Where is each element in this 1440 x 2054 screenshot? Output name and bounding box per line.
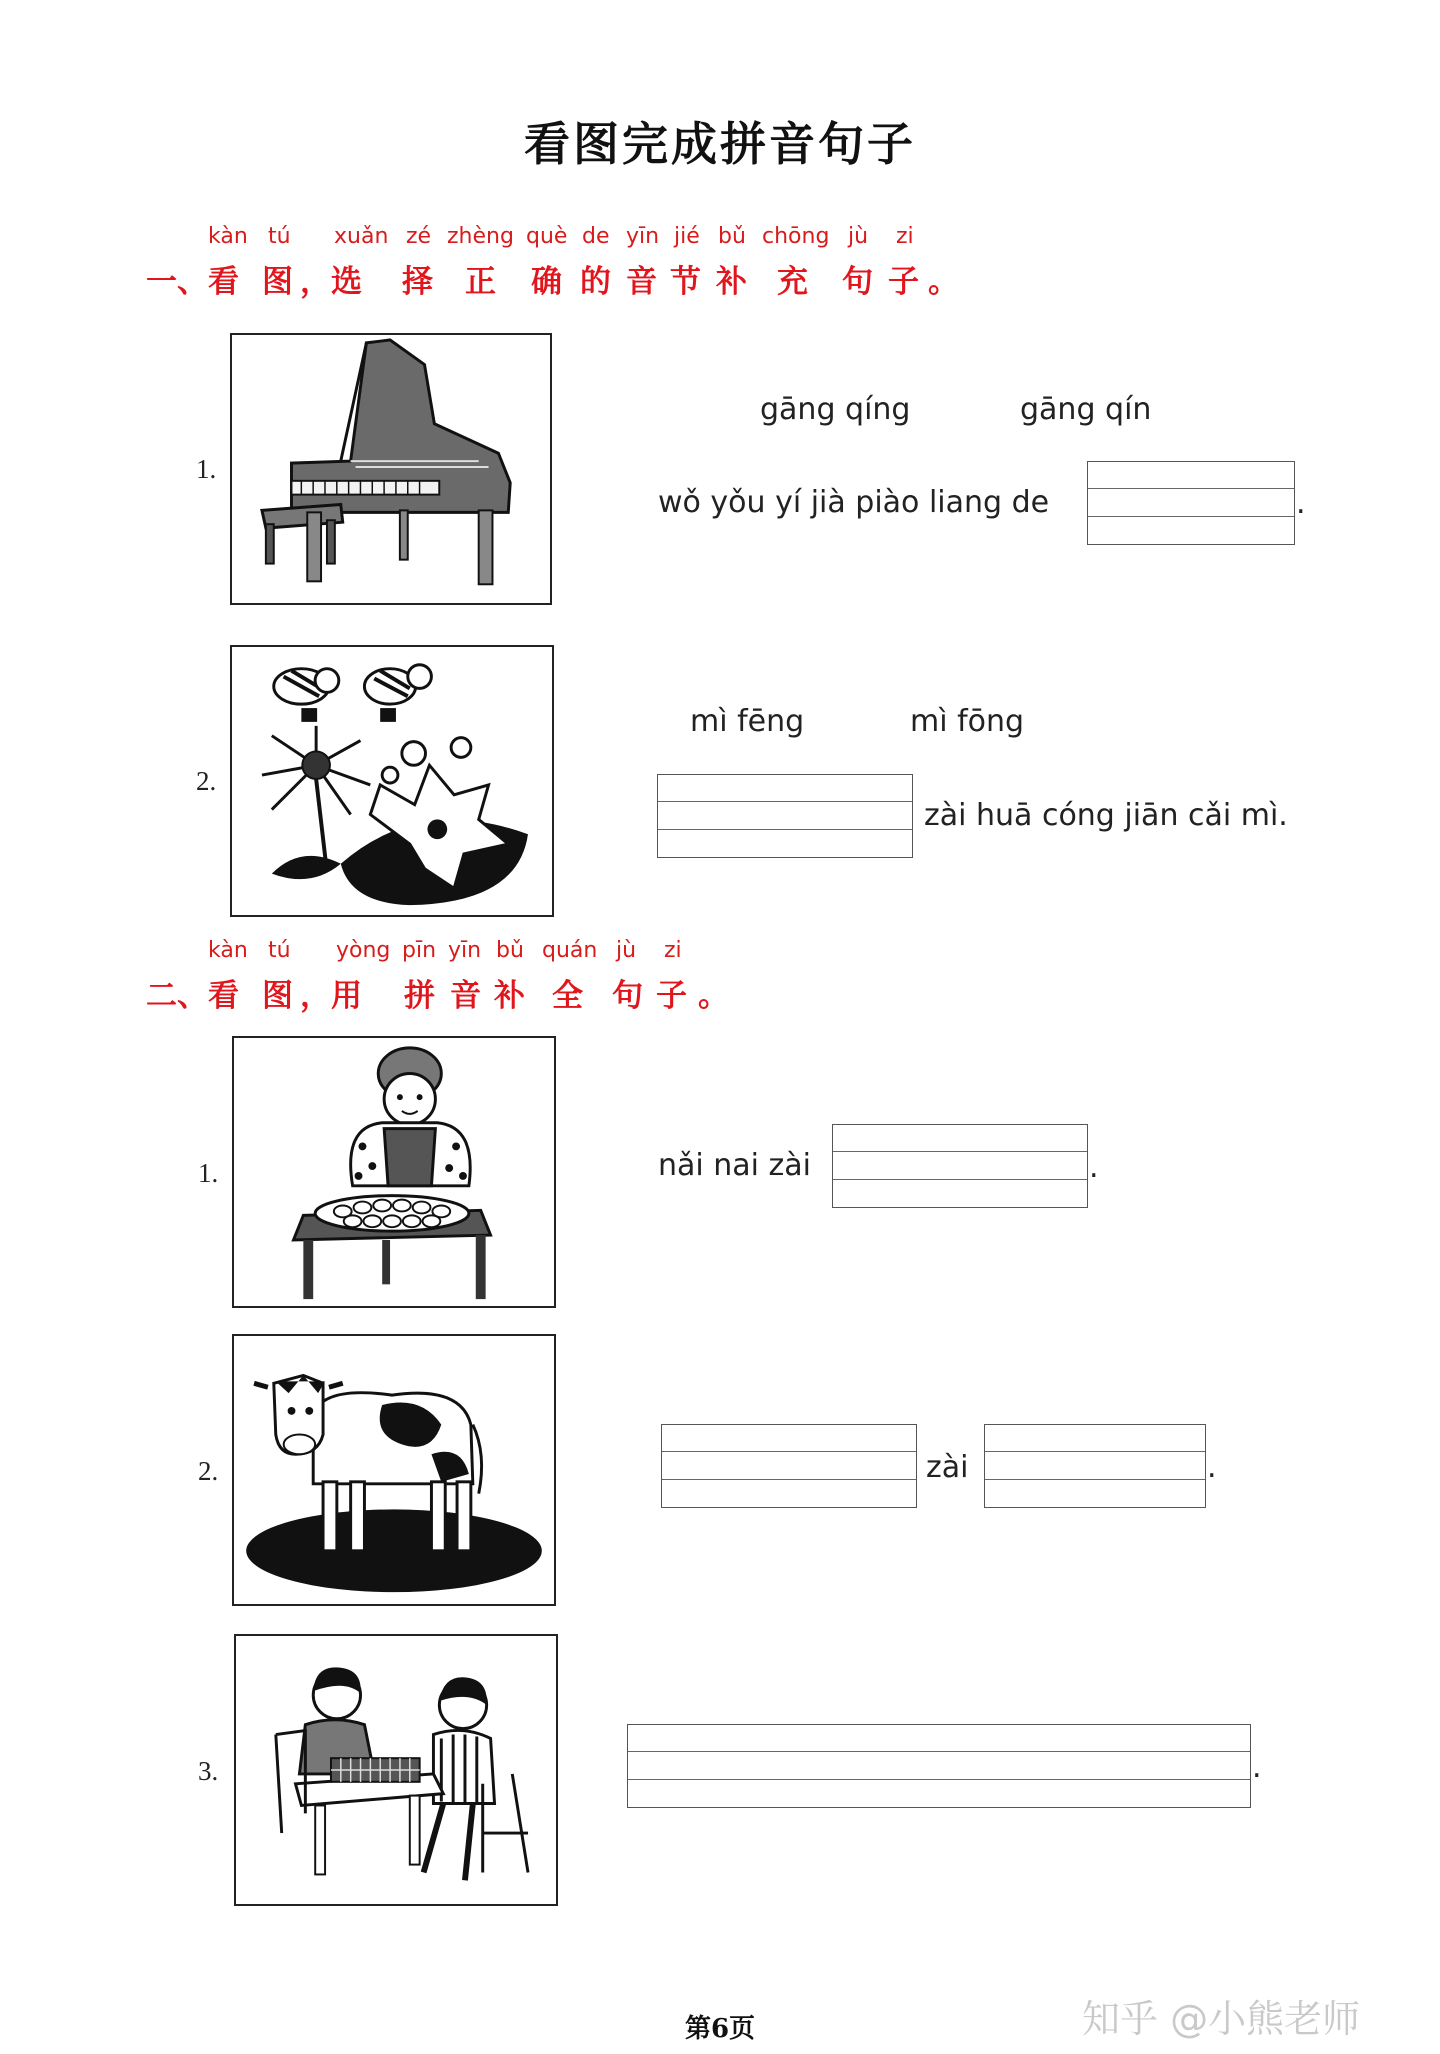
boys-chess-picture	[234, 1634, 558, 1906]
pinyin-syllable: tú	[268, 938, 291, 963]
heading-char: 子	[656, 978, 687, 1014]
pinyin-syllable: yīn	[626, 224, 660, 249]
pinyin-syllable: yòng	[336, 938, 391, 963]
pinyin-syllable: xuǎn	[334, 224, 389, 249]
item-number: 2.	[196, 766, 217, 796]
section2-heading	[0, 970, 1440, 1014]
heading-char: 补	[494, 978, 525, 1014]
option-choice-b: mì fōng	[910, 704, 1025, 739]
answer-box[interactable]	[657, 774, 913, 858]
heading-char: ，用	[300, 978, 362, 1014]
cow-picture	[232, 1334, 556, 1606]
heading-char: 子	[888, 264, 919, 300]
section2-pinyin-guide	[0, 938, 1440, 968]
page-title: 看图完成拼音句子	[524, 117, 916, 171]
pinyin-syllable: jù	[616, 938, 637, 963]
answer-box-sentence[interactable]	[627, 1724, 1251, 1808]
pinyin-syllable: kàn	[208, 224, 248, 249]
pinyin-syllable: zi	[664, 938, 682, 963]
answer-box-subject[interactable]	[661, 1424, 917, 1508]
bees-flowers-picture	[230, 645, 554, 917]
piano-illustration	[232, 335, 550, 603]
heading-char: 一、看	[146, 264, 239, 300]
pinyin-syllable: bǔ	[496, 938, 524, 963]
heading-char: 的	[580, 264, 611, 300]
heading-char: 拼	[404, 978, 435, 1014]
sentence-period: .	[1296, 486, 1306, 521]
sentence-period: .	[1089, 1150, 1099, 1185]
heading-char: 句	[612, 978, 643, 1014]
pinyin-syllable: chōng	[762, 224, 830, 249]
heading-char: 节	[670, 264, 701, 300]
section1-heading	[0, 256, 1440, 300]
pinyin-syllable: quán	[542, 938, 598, 963]
option-choice-a: mì fēng	[690, 704, 805, 739]
section1-pinyin-guide	[0, 224, 1440, 254]
heading-char: 充	[777, 264, 808, 300]
sentence-text: nǎi nai zài	[658, 1148, 812, 1183]
heading-char: 图	[262, 978, 293, 1014]
pinyin-syllable: kàn	[208, 938, 248, 963]
piano-picture	[230, 333, 552, 605]
pinyin-syllable: bǔ	[718, 224, 746, 249]
item-number: 1.	[196, 454, 217, 484]
pinyin-syllable: yīn	[448, 938, 482, 963]
pinyin-syllable: tú	[268, 224, 291, 249]
heading-char: 。	[928, 264, 959, 300]
heading-char: 图	[262, 264, 293, 300]
sentence-period: .	[1252, 1750, 1262, 1785]
pinyin-syllable: jié	[674, 224, 700, 249]
cow-illustration	[234, 1336, 554, 1604]
pinyin-syllable: zé	[406, 224, 432, 249]
pinyin-syllable: zhèng	[447, 224, 514, 249]
heading-char: 确	[531, 264, 562, 300]
heading-char: 音	[626, 264, 657, 300]
pinyin-syllable: pīn	[402, 938, 437, 963]
heading-char: 择	[402, 264, 433, 300]
item-number: 2.	[198, 1456, 219, 1486]
watermark: 知乎 @小熊老师	[1082, 1997, 1361, 2041]
sentence-text: zài	[926, 1450, 969, 1485]
option-choice-a: gāng qíng	[760, 392, 911, 427]
sentence-text: zài huā cóng jiān cǎi mì.	[924, 798, 1288, 833]
answer-box[interactable]	[832, 1124, 1088, 1208]
pinyin-syllable: zi	[896, 224, 914, 249]
grandma-illustration	[234, 1038, 554, 1306]
pinyin-syllable: què	[526, 224, 568, 249]
boys-chess-illustration	[236, 1636, 556, 1904]
bees-flowers-illustration	[232, 647, 552, 915]
grandma-dumplings-picture	[232, 1036, 556, 1308]
pinyin-syllable: de	[582, 224, 610, 249]
page-number: 第6页	[684, 2014, 756, 2044]
sentence-text: wǒ yǒu yí jià piào liang de	[658, 485, 1050, 520]
option-choice-b: gāng qín	[1020, 392, 1152, 427]
heading-char: 正	[465, 264, 496, 300]
answer-box[interactable]	[1087, 461, 1295, 545]
heading-char: ，选	[300, 264, 362, 300]
heading-char: 音	[450, 978, 481, 1014]
item-number: 3.	[198, 1756, 219, 1786]
item-number: 1.	[198, 1158, 219, 1188]
answer-box-place[interactable]	[984, 1424, 1206, 1508]
heading-char: 。	[698, 978, 729, 1014]
heading-char: 二、看	[146, 978, 239, 1014]
heading-char: 补	[716, 264, 747, 300]
pinyin-syllable: jù	[848, 224, 869, 249]
heading-char: 句	[842, 264, 873, 300]
heading-char: 全	[552, 978, 583, 1014]
sentence-period: .	[1207, 1450, 1217, 1485]
